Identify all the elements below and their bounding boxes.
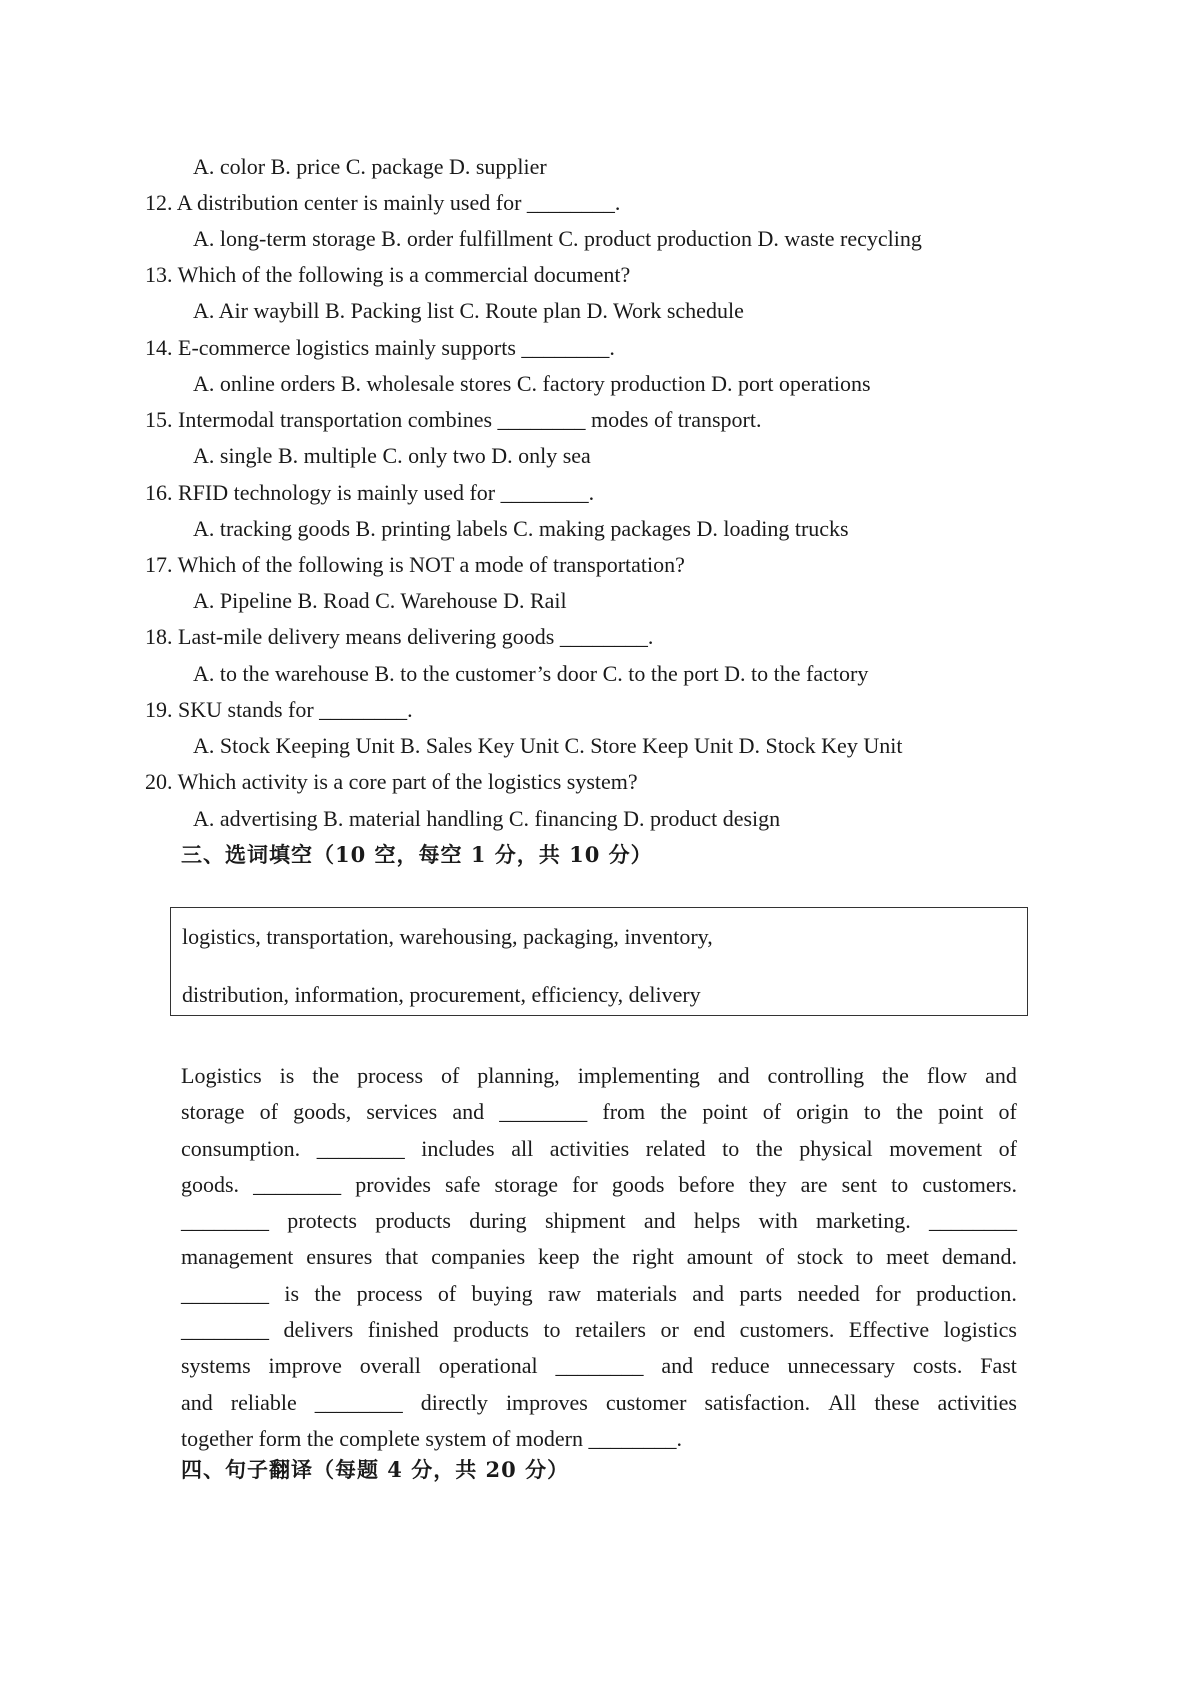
q14-stem: 14. E-commerce logistics mainly supports ________.: [145, 335, 615, 360]
q13-stem: 13. Which of the following is a commercial document?: [145, 262, 631, 287]
passage-line: Logistics is the process of planning, implementing and controlling the flow and: [181, 1063, 1017, 1088]
q15-stem: 15. Intermodal transportation combines ________ modes of transport.: [145, 407, 762, 432]
section3-title: 三、选词填空（10 空，每空 1 分，共 10 分）: [181, 842, 653, 867]
q20-stem: 20. Which activity is a core part of the logistics system?: [145, 769, 638, 794]
cloze-passage: [181, 1058, 1017, 1457]
word-bank-line-2: distribution, information, procurement, efficiency, delivery: [182, 982, 701, 1007]
section4-title: 四、句子翻译（每题 4 分，共 20 分）: [181, 1457, 570, 1482]
passage-line: and reliable ________ directly improves customer satisfaction. All these activities: [181, 1389, 1017, 1415]
passage-line: consumption. ________ includes all activities related to the physical movement of: [181, 1135, 1017, 1161]
passage-line: together form the complete system of modern ________.: [181, 1425, 682, 1451]
passage-line: management ensures that companies keep the right amount of stock to meet demand.: [181, 1244, 1017, 1270]
passage-line: ________ protects products during shipment and helps with marketing. ________: [181, 1208, 1017, 1234]
q19-options: A. Stock Keeping Unit B. Sales Key Unit C. Store Keep Unit D. Stock Key Unit: [193, 733, 903, 758]
q15-options: A. single B. multiple C. only two D. only sea: [193, 443, 591, 468]
q12-options: A. long-term storage B. order fulfillment C. product production D. waste recycling: [193, 226, 922, 251]
passage-line: ________ delivers finished products to retailers or end customers. Effective logistics: [181, 1317, 1017, 1343]
q17-stem: 17. Which of the following is NOT a mode of transportation?: [145, 552, 685, 577]
q16-options: A. tracking goods B. printing labels C. making packages D. loading trucks: [193, 516, 849, 541]
q17-options: A. Pipeline B. Road C. Warehouse D. Rail: [193, 588, 567, 613]
q20-options: A. advertising B. material handling C. financing D. product design: [193, 806, 781, 831]
word-bank-box: [170, 907, 1028, 1016]
q14-options: A. online orders B. wholesale stores C. factory production D. port operations: [193, 371, 871, 396]
q13-options: A. Air waybill B. Packing list C. Route plan D. Work schedule: [193, 298, 744, 323]
passage-line: storage of goods, services and ________ from the point of origin to the point of: [181, 1099, 1017, 1125]
passage-line: goods. ________ provides safe storage for goods before they are sent to customers.: [181, 1171, 1017, 1197]
q12-stem: 12. A distribution center is mainly used for ________.: [145, 190, 621, 215]
q16-stem: 16. RFID technology is mainly used for ________.: [145, 480, 595, 505]
q18-stem: 18. Last-mile delivery means delivering goods ________.: [145, 624, 654, 649]
word-bank-line-1: logistics, transportation, warehousing, packaging, inventory,: [182, 924, 713, 949]
passage-line: ________ is the process of buying raw materials and parts needed for production.: [181, 1280, 1017, 1306]
passage-line: systems improve overall operational ________ and reduce unnecessary costs. Fast: [181, 1353, 1017, 1379]
q19-stem: 19. SKU stands for ________.: [145, 697, 413, 722]
q18-options: A. to the warehouse B. to the customer’s door C. to the port D. to the factory: [193, 661, 869, 686]
q11-options: A. color B. price C. package D. supplier: [193, 154, 547, 179]
